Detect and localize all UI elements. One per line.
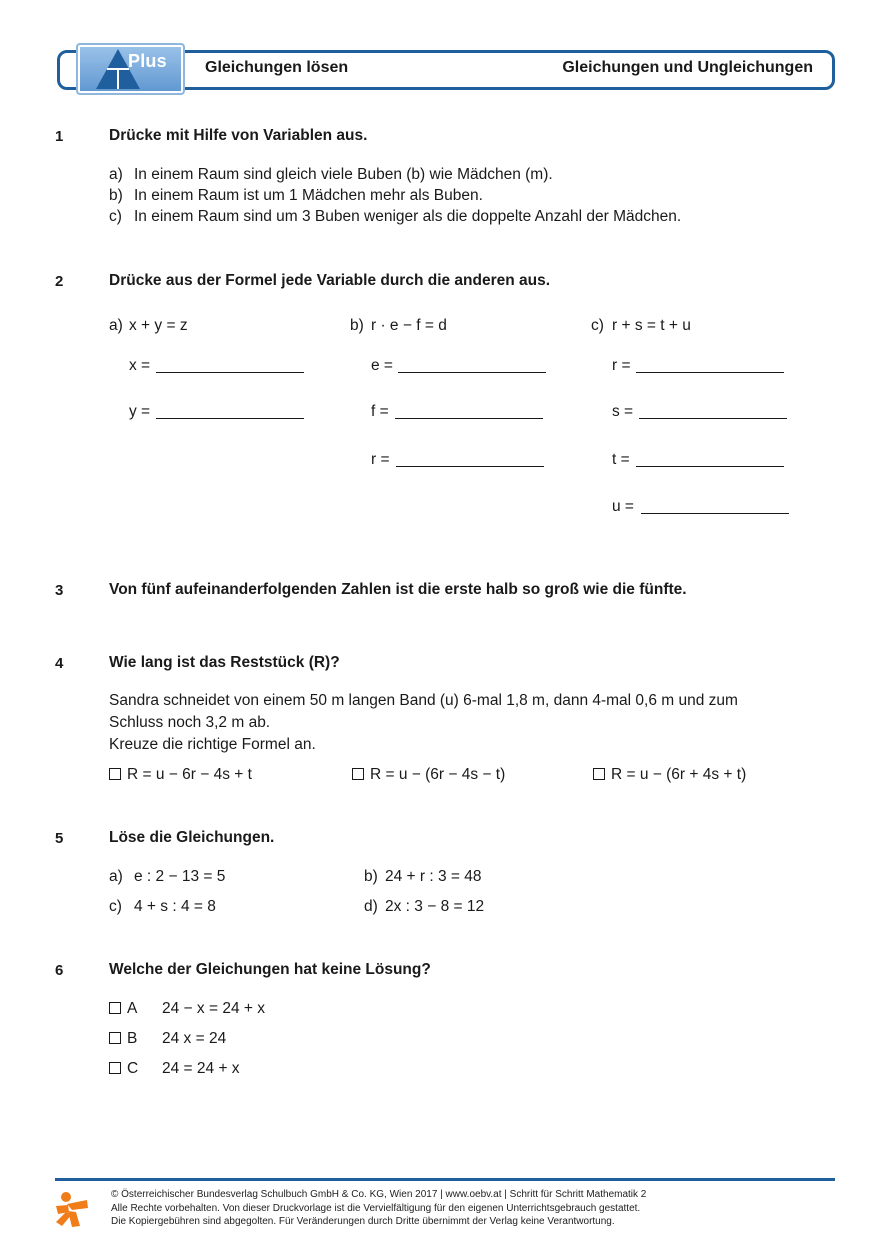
variable-label: r = bbox=[371, 451, 390, 468]
answer-line[interactable] bbox=[156, 418, 304, 419]
variable-label: r = bbox=[612, 357, 631, 374]
formula-label: b) bbox=[350, 317, 364, 334]
checkbox[interactable] bbox=[109, 1062, 121, 1074]
task-number: 3 bbox=[55, 582, 64, 599]
option-text: 24 x = 24 bbox=[162, 1030, 227, 1047]
paragraph-line: Kreuze die richtige Formel an. bbox=[109, 736, 316, 753]
option-text: R = u − (6r − 4s − t) bbox=[370, 766, 506, 783]
checkbox[interactable] bbox=[109, 1002, 121, 1014]
formula-label: c) bbox=[591, 317, 604, 334]
checkbox[interactable] bbox=[352, 768, 364, 780]
footer-line: Alle Rechte vorbehalten. Von dieser Druckvorlage ist die Vervielfältigung für den eigenen Unterrichtsgebrauch gestattet. bbox=[111, 1202, 641, 1214]
variable-label: y = bbox=[129, 403, 151, 420]
task-title: Wie lang ist das Reststück (R)? bbox=[109, 654, 340, 671]
variable-label: f = bbox=[371, 403, 389, 420]
task-number: 4 bbox=[55, 655, 64, 672]
equation: 4 + s : 4 = 8 bbox=[134, 898, 216, 915]
equation: e : 2 − 13 = 5 bbox=[134, 868, 226, 885]
option-label: A bbox=[127, 1000, 138, 1017]
choice-option[interactable] bbox=[109, 1028, 137, 1050]
option-text: R = u − 6r − 4s + t bbox=[127, 766, 252, 783]
choice-option[interactable] bbox=[109, 998, 137, 1020]
list-item: In einem Raum sind um 3 Buben weniger als die doppelte Anzahl der Mädchen. bbox=[134, 208, 682, 225]
header-right-title: Gleichungen und Ungleichungen bbox=[562, 59, 813, 76]
formula: x + y = z bbox=[129, 317, 188, 334]
variable-label: x = bbox=[129, 357, 151, 374]
formula: r + s = t + u bbox=[612, 317, 691, 334]
list-item-label: a) bbox=[109, 166, 123, 183]
task-number: 2 bbox=[55, 273, 64, 290]
option-label: B bbox=[127, 1030, 138, 1047]
footer-rule bbox=[55, 1178, 835, 1181]
logo-label: Plus bbox=[128, 51, 167, 71]
option-label: C bbox=[127, 1060, 139, 1077]
task-title: Drücke aus der Formel jede Variable durch die anderen aus. bbox=[109, 272, 551, 289]
list-item-label: b) bbox=[109, 187, 123, 204]
task-number: 1 bbox=[55, 128, 64, 145]
equation-label: c) bbox=[109, 898, 122, 915]
checkbox[interactable] bbox=[109, 768, 121, 780]
variable-label: s = bbox=[612, 403, 634, 420]
paragraph-line: Schluss noch 3,2 m ab. bbox=[109, 714, 271, 731]
variable-label: u = bbox=[612, 498, 634, 515]
task-title: Welche der Gleichungen hat keine Lösung? bbox=[109, 961, 431, 978]
checkbox[interactable] bbox=[109, 1032, 121, 1044]
variable-label: e = bbox=[371, 357, 393, 374]
equation-label: b) bbox=[364, 868, 378, 885]
equation: 2x : 3 − 8 = 12 bbox=[385, 898, 485, 915]
checkbox[interactable] bbox=[593, 768, 605, 780]
equation-label: d) bbox=[364, 898, 378, 915]
choice-option[interactable] bbox=[109, 1058, 138, 1080]
answer-line[interactable] bbox=[636, 372, 784, 373]
answer-line[interactable] bbox=[396, 466, 544, 467]
list-item: In einem Raum ist um 1 Mädchen mehr als Buben. bbox=[134, 187, 483, 204]
list-item: In einem Raum sind gleich viele Buben (b) wie Mädchen (m). bbox=[134, 166, 553, 183]
formula-label: a) bbox=[109, 317, 123, 334]
list-item-label: c) bbox=[109, 208, 122, 225]
equation: 24 + r : 3 = 48 bbox=[385, 868, 482, 885]
option-text: 24 = 24 + x bbox=[162, 1060, 240, 1077]
answer-line[interactable] bbox=[636, 466, 784, 467]
formula-option[interactable] bbox=[352, 764, 505, 786]
answer-line[interactable] bbox=[398, 372, 546, 373]
task-title: Drücke mit Hilfe von Variablen aus. bbox=[109, 127, 368, 144]
task-number: 6 bbox=[55, 962, 64, 979]
formula-option[interactable] bbox=[593, 764, 746, 786]
task-number: 5 bbox=[55, 830, 64, 847]
formula: r · e − f = d bbox=[371, 317, 447, 334]
answer-line[interactable] bbox=[639, 418, 787, 419]
equation-label: a) bbox=[109, 868, 123, 885]
answer-line[interactable] bbox=[156, 372, 304, 373]
header-left-title: Gleichungen lösen bbox=[205, 59, 349, 76]
paragraph-line: Sandra schneidet von einem 50 m langen Band (u) 6-mal 1,8 m, dann 4-mal 0,6 m und zum bbox=[109, 692, 738, 709]
answer-line[interactable] bbox=[395, 418, 543, 419]
task-title: Von fünf aufeinanderfolgenden Zahlen ist die erste halb so groß wie die fünfte. bbox=[109, 581, 687, 598]
publisher-star-icon bbox=[52, 1190, 90, 1228]
task-title: Löse die Gleichungen. bbox=[109, 829, 275, 846]
answer-line[interactable] bbox=[641, 513, 789, 514]
option-text: R = u − (6r + 4s + t) bbox=[611, 766, 747, 783]
variable-label: t = bbox=[612, 451, 630, 468]
formula-option[interactable] bbox=[109, 764, 252, 786]
footer-line: Die Kopiergebühren sind abgegolten. Für Veränderungen durch Dritte übernimmt der Verlag keine Verantwortung. bbox=[111, 1216, 615, 1227]
footer-copyright bbox=[111, 1188, 646, 1229]
footer-line: © Österreichischer Bundesverlag Schulbuch GmbH & Co. KG, Wien 2017 | www.oebv.at | Schritt für Schritt Mathematik 2 bbox=[111, 1189, 647, 1200]
option-text: 24 − x = 24 + x bbox=[162, 1000, 265, 1017]
